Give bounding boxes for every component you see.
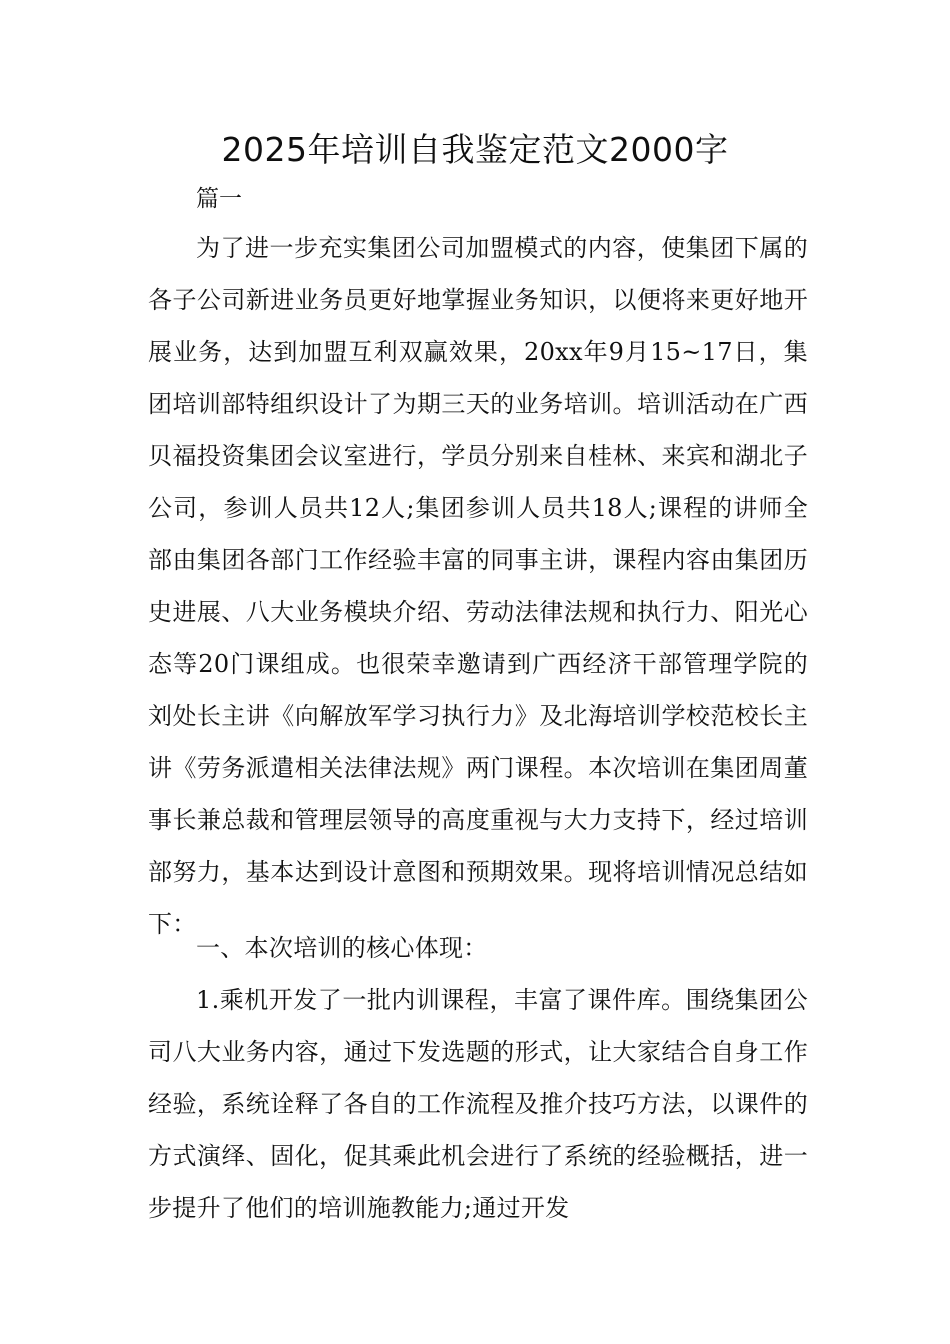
intro-paragraph: 为了进一步充实集团公司加盟模式的内容，使集团下属的各子公司新进业务员更好地掌握业务知识，以便将来更好地开展业务，达到加盟互利双赢效果，20xx年9月15~17日，集团培训部特组织设计了为期三天的业务培训。培训活动在广西贝福投资集团会议室进行，学员分别来自桂林、来宾和湖北子公司，参训人员共12人;集团参训人员共18人;课程的讲师全部由集团各部门工作经验丰富的同事主讲，课程内容由集团历史进展、八大业务模块介绍、劳动法律法规和执行力、阳光心态等20门课组成。也很荣幸邀请到广西经济干部管理学院的刘处长主讲《向解放军学习执行力》及北海培训学校范校长主讲《劳务派遣相关法律法规》两门课程。本次培训在集团周董事长兼总裁和管理层领导的高度重视与大力支持下，经过培训部努力，基本达到设计意图和预期效果。现将培训情况总结如下： bbox=[148, 234, 808, 938]
document-title: 2025年培训自我鉴定范文2000字 bbox=[221, 130, 729, 169]
section-label: 篇一 bbox=[196, 186, 242, 212]
section-heading-one: 一、本次培训的核心体现： bbox=[196, 934, 488, 962]
point-one-paragraph: 1.乘机开发了一批内训课程，丰富了课件库。围绕集团公司八大业务内容，通过下发选题的形式，让大家结合自身工作经验，系统诠释了各自的工作流程及推介技巧方法，以课件的方式演绎、固化，促其乘此机会进行了系统的经验概括，进一步提升了他们的培训施教能力;通过开发 bbox=[148, 986, 808, 1222]
